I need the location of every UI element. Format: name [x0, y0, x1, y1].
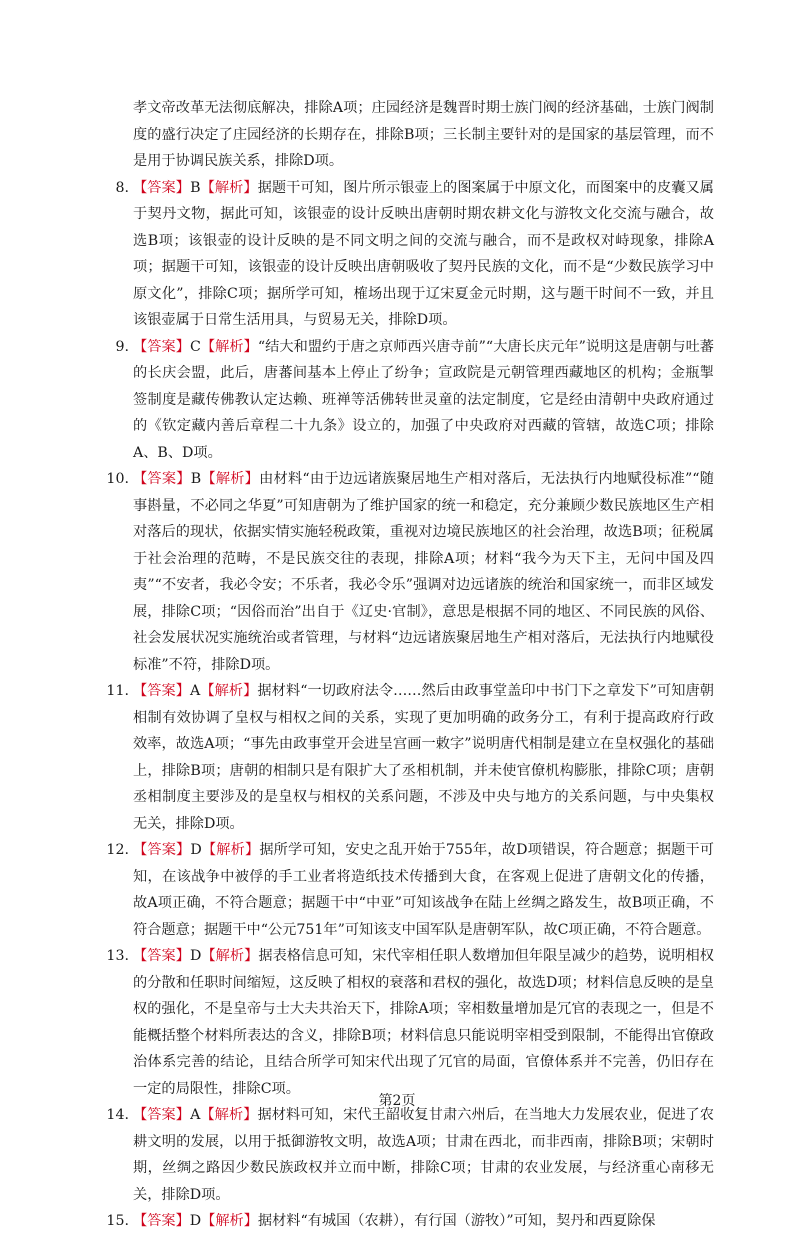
analysis-text: 据题干可知，图片所示银壶上的图案属于中原文化，而图案中的皮囊又属于契丹文物，据此可知，该银壶的设计反映出唐朝时期农耕文化与游牧文化交流与融合，故选B项；该银壶的设计反映的是不同文明之间的交流与融合，而不是政权对峙现象，排除A项；据题干可知，该银壶的设计反映出唐朝吸收了契丹民族的文化，而不是“少数民族学习中原文化”，排除C项；据所学可知，榷场出现于辽宋夏金元时期，这与题干时间不一致，并且该银壶属于日常生活用具，与贸易无关，排除D项。	[133, 179, 714, 328]
answer-label: 【答案】	[133, 683, 191, 699]
item-number: 10.	[106, 471, 129, 487]
analysis-label: 【解析】	[201, 471, 260, 487]
item-number: 9.	[115, 338, 129, 355]
item-number: 12.	[106, 842, 129, 858]
answer-item	[89, 1102, 714, 1208]
analysis-label: 【解析】	[200, 338, 258, 355]
analysis-label: 【解析】	[200, 179, 258, 196]
answer-label: 【答案】	[133, 1107, 191, 1123]
page-number: 第2页	[378, 1093, 416, 1109]
analysis-label: 【解析】	[200, 1107, 258, 1123]
answer-item	[89, 334, 714, 467]
answer-content	[89, 95, 714, 1235]
answer-choice: B	[190, 471, 202, 487]
answer-item	[89, 1208, 714, 1235]
continuation-paragraph: 孝文帝改革无法彻底解决，排除A项；庄园经济是魏晋时期士族门阀的经济基础，士族门阀制度的盛行决定了庄园经济的长期存在，排除B项；三长制主要针对的是国家的基层管理，而不是用于协调民族关系，排除D项。	[133, 100, 714, 169]
answer-choice: D	[189, 948, 202, 964]
item-number: 8.	[115, 179, 129, 196]
analysis-text: 据材料“有城国（农耕），有行国（游牧）”可知，契丹和西夏除保	[257, 1213, 656, 1229]
answer-items	[89, 175, 714, 1235]
item-number: 14.	[106, 1107, 129, 1123]
answer-choice: A	[190, 1107, 201, 1123]
answer-item	[89, 175, 714, 334]
analysis-text: “结大和盟约于唐之京师西兴唐寺前”“大唐长庆元年”说明这是唐朝与吐蕃的长庆会盟，此后，唐蕃间基本上停止了纷争；宣政院是元朝管理西藏地区的机构；金瓶掣签制度是藏传佛教认定达赖、班禅等活佛转世灵童的法定制度，它是经由清朝中央政府通过的《钦定藏内善后章程二十九条》设立的，加强了中央政府对西藏的管辖，故选C项；排除A、B、D项。	[133, 338, 714, 461]
answer-choice: B	[190, 179, 201, 196]
answer-choice: C	[189, 338, 201, 355]
answer-label: 【答案】	[133, 471, 191, 487]
answer-label: 【答案】	[133, 179, 191, 196]
analysis-label: 【解析】	[201, 948, 259, 964]
answer-item	[89, 837, 714, 943]
answer-item	[89, 466, 714, 678]
answer-choice: D	[189, 1213, 202, 1229]
analysis-text: 据材料可知，宋代王韶收复甘肃六州后，在当地大力发展农业，促进了农耕文明的发展，以用于抵御游牧文明，故选A项；甘肃在西北，而非西南，排除B项；宋朝时期，丝绸之路因少数民族政权并立而中断，排除C项；甘肃的农业发展，与经济重心南移无关，排除D项。	[133, 1107, 714, 1203]
analysis-label: 【解析】	[201, 842, 260, 858]
answer-label: 【答案】	[133, 948, 190, 964]
analysis-text: 据表格信息可知，宋代宰相任职人数增加但年限呈减少的趋势，说明相权的分散和任职时间缩短，这反映了相权的衰落和君权的强化，故选D项；材料信息反映的是皇权的强化，不是皇帝与士大夫共治天下，排除A项；宰相数量增加是冗官的表现之一，但是不能概括整个材料所表达的含义，排除B项；材料信息只能说明宰相受到限制，不能得出官僚政治体系完善的结论，且结合所学可知宋代出现了冗官的局面，官僚体系并不完善，仍旧存在一定的局限性，排除C项。	[133, 948, 714, 1097]
answer-choice: D	[190, 842, 202, 858]
answer-label: 【答案】	[133, 338, 190, 355]
analysis-label: 【解析】	[200, 683, 258, 699]
item-number: 11.	[106, 683, 129, 699]
analysis-text: 据材料“一切政府法令……然后由政事堂盖印中书门下之章发下”可知唐朝相制有效协调了皇权与相权之间的关系，实现了更加明确的政务分工，有利于提高政府行政效率，故选A项；“事先由政事堂开会进呈宫画一敕字”说明唐代相制是建立在皇权强化的基础上，排除B项；唐朝的相制只是有限扩大了丞相机制，并未使官僚机构膨胀，排除C项；唐朝丞相制度主要涉及的是皇权与相权的关系问题，不涉及中央与地方的关系问题，与中央集权无关，排除D项。	[133, 683, 714, 832]
item-number: 13.	[106, 948, 129, 964]
answer-item	[89, 678, 714, 837]
item-number: 15.	[106, 1213, 129, 1229]
answer-choice: A	[190, 683, 201, 699]
analysis-text: 由材料“由于边远诸族聚居地生产相对落后，无法执行内地赋役标准”“随事斟量，不必同之华夏”可知唐朝为了维护国家的统一和稳定，充分兼顾少数民族地区生产相对落后的现状，依据实情实施轻税政策，重视对边境民族地区的社会治理，故选B项；征税属于社会治理的范畴，不是民族交往的表现，排除A项；材料“我今为天下主，无问中国及四夷”“不安者，我必令安；不乐者，我必令乐”强调对边远诸族的统治和国家统一，而非区域发展，排除C项；“因俗而治”出自于《辽史·官制》，意思是根据不同的地区、不同民族的风俗、社会发展状况实施统治或者管理，与材料“边远诸族聚居地生产相对落后，无法执行内地赋役标准”不符，排除D项。	[133, 471, 714, 673]
analysis-text: 据所学可知，安史之乱开始于755年，故D项错误，符合题意；据题干可知，在该战争中被俘的手工业者将造纸技术传播到大食，在客观上促进了唐朝文化的传播，故A项正确，不符合题意；据题干中“中亚”可知该战争在陆上丝绸之路发生，故B项正确，不符合题意；据题干中“公元751年”可知该支中国军队是唐朝军队，故C项正确，不符合题意。	[133, 842, 714, 938]
analysis-label: 【解析】	[201, 1213, 258, 1229]
answer-item	[89, 943, 714, 1102]
answer-label: 【答案】	[133, 842, 191, 858]
answer-label: 【答案】	[133, 1213, 190, 1229]
